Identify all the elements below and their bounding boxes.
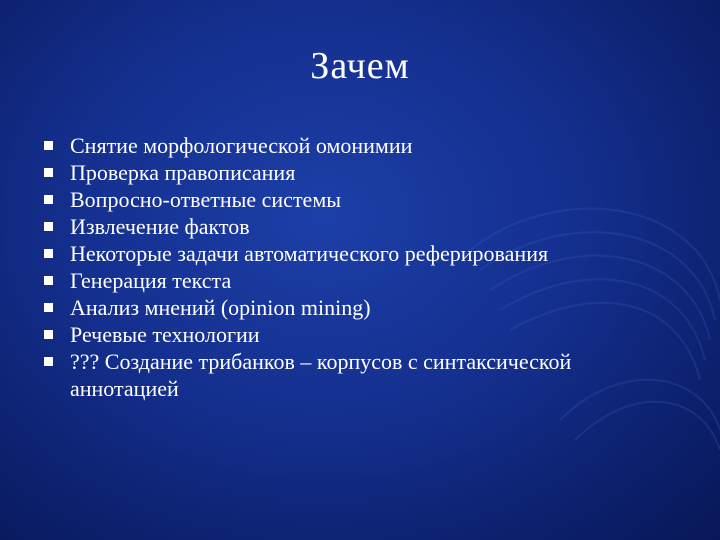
square-bullet-icon — [44, 357, 53, 366]
square-bullet-icon — [44, 303, 53, 312]
list-item-text: ??? Создание трибанков – корпусов с синтаксической аннотацией — [70, 349, 572, 401]
square-bullet-icon — [44, 276, 53, 285]
list-item-text: Извлечение фактов — [70, 214, 250, 239]
list-item — [40, 321, 680, 348]
square-bullet-icon — [44, 168, 53, 177]
square-bullet-icon — [44, 141, 53, 150]
list-item — [40, 294, 680, 321]
list-item — [40, 348, 680, 402]
list-item — [40, 186, 680, 213]
list-item — [40, 240, 680, 267]
slide-title: Зачем — [310, 45, 410, 87]
square-bullet-icon — [44, 330, 53, 339]
list-item-text: Некоторые задачи автоматического реферирования — [70, 241, 549, 266]
list-item-text: Генерация текста — [70, 268, 232, 293]
list-item — [40, 132, 680, 159]
list-item-text: Вопросно-ответные системы — [70, 187, 342, 212]
list-item-text: Речевые технологии — [70, 322, 260, 347]
list-item — [40, 159, 680, 186]
square-bullet-icon — [44, 222, 53, 231]
list-item-text: Анализ мнений (opinion mining) — [70, 295, 371, 320]
list-item-text: Проверка правописания — [70, 160, 296, 185]
list-item-text: Снятие морфологической омонимии — [70, 133, 413, 158]
square-bullet-icon — [44, 195, 53, 204]
list-item — [40, 213, 680, 240]
list-item — [40, 267, 680, 294]
square-bullet-icon — [44, 249, 53, 258]
bullet-list — [40, 132, 680, 402]
